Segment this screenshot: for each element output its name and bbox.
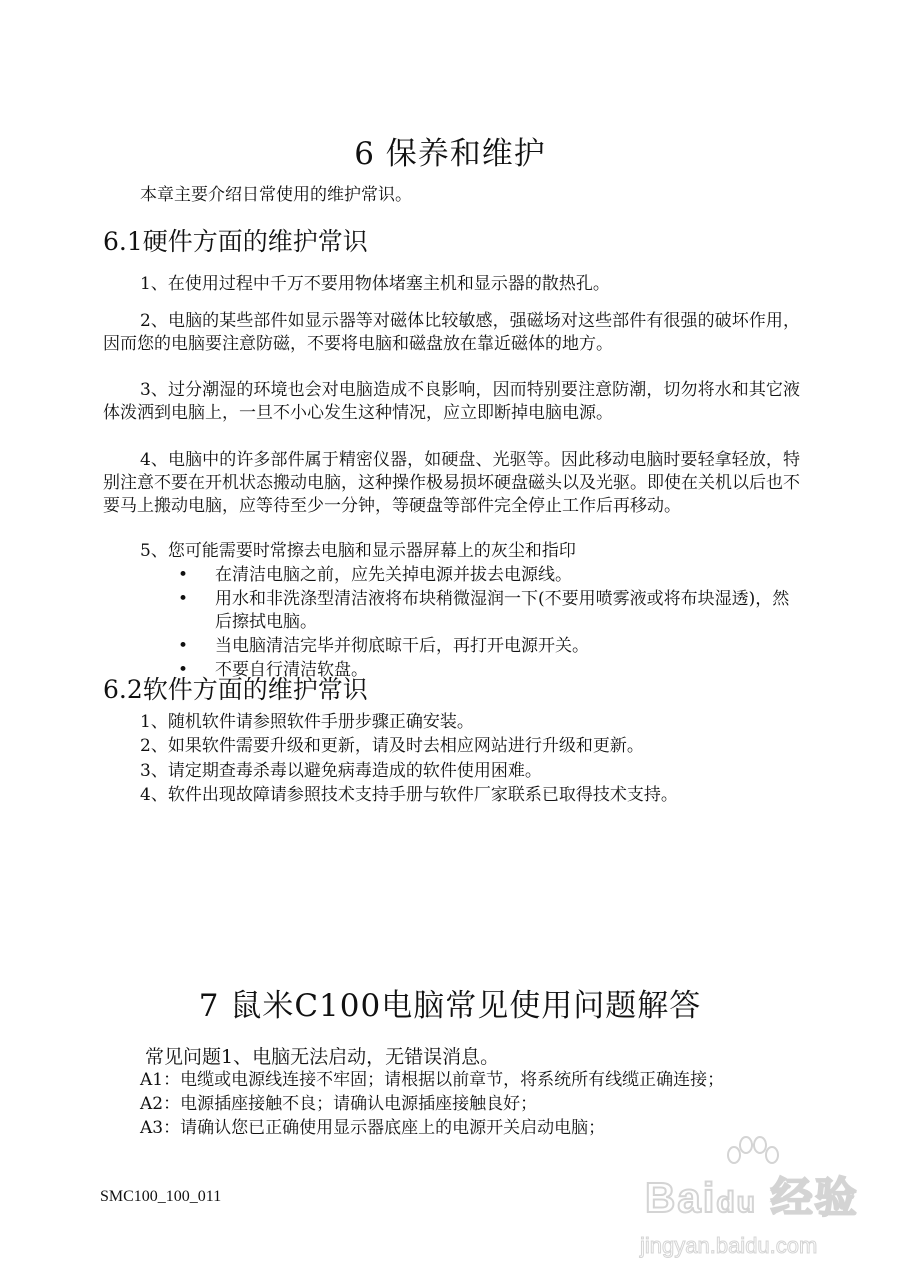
bullet-text: 不要自行清洁软盘。: [215, 660, 368, 680]
chapter-7-title: 7 鼠米C100电脑常见使用问题解答: [198, 988, 702, 1024]
software-item-4: 4、软件出现故障请参照技术支持手册与软件厂家联系已取得技术支持。: [140, 785, 678, 805]
document-code: SMC100_100_011: [100, 1188, 222, 1205]
bullet-icon: •: [178, 660, 189, 680]
faq-answer-3: A3：请确认您已正确使用显示器底座上的电源开关启动电脑；: [140, 1118, 606, 1138]
chapter-intro: 本章主要介绍日常使用的维护常识。: [140, 185, 412, 205]
section-6-1-heading: 6.1硬件方面的维护常识: [103, 227, 368, 256]
hardware-item-5: 5、您可能需要时常擦去电脑和显示器屏幕上的灰尘和指印: [140, 541, 576, 561]
bullet-text: 用水和非洗涤型清洁液将布块稍微湿润一下(不要用喷雾液或将布块湿透)，然后擦拭电脑。: [215, 589, 790, 632]
bullet-icon: •: [178, 636, 189, 656]
watermark-url: jingyan.baidu.com: [640, 1233, 818, 1258]
faq-answer-2: A2：电源插座接触不良；请确认电源插座接触良好；: [140, 1094, 538, 1114]
hardware-item-2: 2、电脑的某些部件如显示器等对磁体比较敏感，强磁场对这些部件有很强的破坏作用，因而您的电脑要注意防磁，不要将电脑和磁盘放在靠近磁体的地方。: [103, 311, 800, 354]
faq-answer-1: A1：电缆或电源线连接不牢固；请根据以前章节，将系统所有线缆正确连接；: [140, 1070, 725, 1090]
software-item-3: 3、请定期查毒杀毒以避免病毒造成的软件使用困难。: [140, 761, 542, 781]
chapter-6-title: 6 保养和维护: [354, 136, 546, 172]
bullet-icon: •: [178, 565, 189, 585]
software-item-1: 1、随机软件请参照软件手册步骤正确安装。: [140, 712, 474, 732]
faq-question: 常见问题1、电脑无法启动，无错误消息。: [145, 1046, 500, 1068]
bullet-item: [178, 635, 800, 658]
section-6-2-heading: 6.2软件方面的维护常识: [103, 675, 368, 704]
bullet-icon: •: [178, 589, 189, 609]
bullet-item: [178, 588, 800, 634]
watermark-logo-text: Baidu 经验: [645, 1174, 859, 1221]
baidu-jingyan-watermark: [640, 1135, 870, 1265]
hardware-item-4: 4、电脑中的许多部件属于精密仪器，如硬盘、光驱等。因此移动电脑时要轻拿轻放，特别注意不要在开机状态搬动电脑，这种操作极易损坏硬盘磁头以及光驱。即使在关机以后也不要马上搬动电脑，应等待至少一分钟，等硬盘等部件完全停止工作后再移动。: [103, 450, 800, 516]
bullet-text: 当电脑清洁完毕并彻底晾干后，再打开电源开关。: [215, 636, 589, 656]
software-item-2: 2、如果软件需要升级和更新，请及时去相应网站进行升级和更新。: [140, 736, 644, 756]
bullet-item: [178, 564, 800, 587]
hardware-item-3: 3、过分潮湿的环境也会对电脑造成不良影响，因而特别要注意防潮，切勿将水和其它液体泼洒到电脑上，一旦不小心发生这种情况，应立即断掉电脑电源。: [103, 380, 800, 423]
hardware-item-1: 1、在使用过程中千万不要用物体堵塞主机和显示器的散热孔。: [140, 274, 610, 294]
bullet-text: 在清洁电脑之前，应先关掉电源并拔去电源线。: [215, 565, 572, 585]
